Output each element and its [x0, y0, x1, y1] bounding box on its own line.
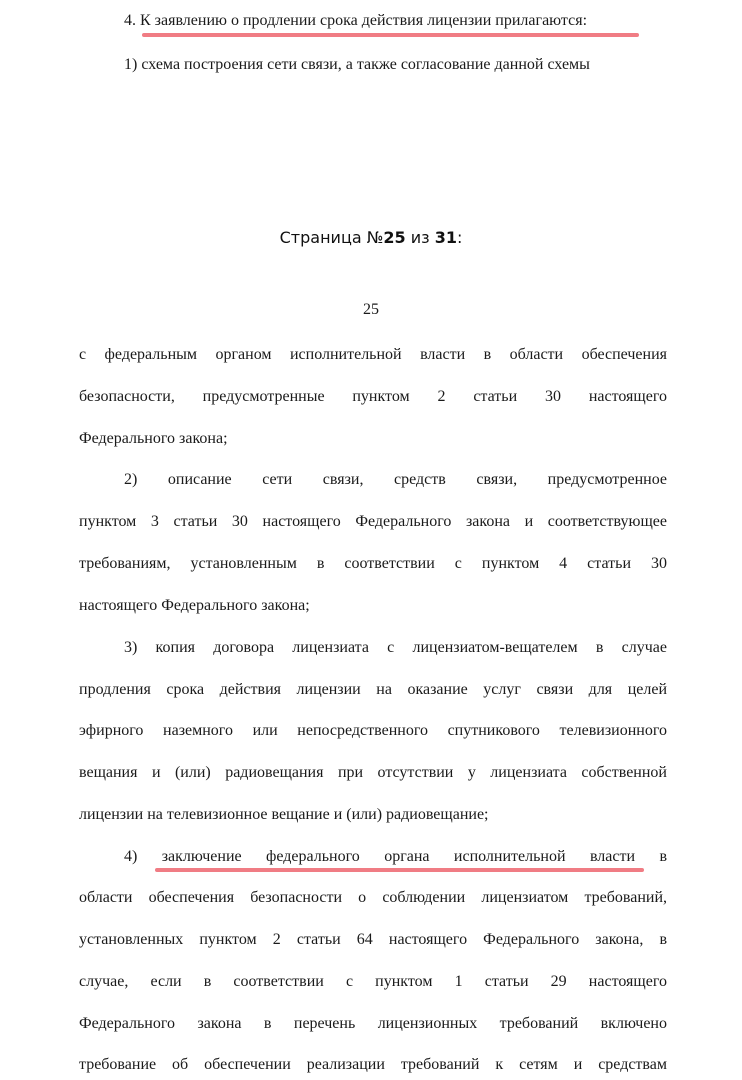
text-line: 2) описание сети связи, средств связи, предусмотренное [124, 471, 667, 488]
text-line: 3) копия договора лицензиата с лицензиатом-вещателем в случае [124, 639, 667, 656]
page-marker-suffix: : [456, 228, 463, 247]
text-line: Федерального закона в перечень лицензионных требований включено [79, 1015, 667, 1032]
page-number: 25 [363, 301, 379, 318]
text-line: требование об обеспечении реализации требований к сетям и средствам [79, 1056, 667, 1073]
section-heading: 4. К заявлению о продлении срока действия лицензии прилагаются: [124, 12, 588, 29]
text-line: вещания и (или) радиовещания при отсутствии у лицензиата собственной [79, 764, 667, 781]
text-line: безопасности, предусмотренные пунктом 2 статьи 30 настоящего [79, 388, 667, 405]
text-line: 4) заключение федерального органа исполнительной власти в [124, 848, 667, 865]
text-line: установленных пунктом 2 статьи 64 настоящего Федерального закона, в [79, 931, 667, 948]
text-line: настоящего Федерального закона; [79, 597, 310, 614]
text-line: продления срока действия лицензии на оказание услуг связи для целей [79, 681, 667, 698]
text-line: требованиям, установленным в соответствии с пунктом 4 статьи 30 [79, 555, 667, 572]
page-marker-total: 31 [434, 228, 457, 247]
text-line: области обеспечения безопасности о соблюдении лицензиатом требований, [79, 889, 667, 906]
item-1-start: 1) схема построения сети связи, а также согласование данной схемы [124, 56, 590, 73]
text-line: Федерального закона; [79, 430, 228, 447]
page-marker-prefix: Страница № [279, 228, 384, 247]
text-line: случае, если в соответствии с пунктом 1 статьи 29 настоящего [79, 973, 667, 990]
text-line: лицензии на телевизионное вещание и (или) радиовещание; [79, 806, 489, 823]
text-line: пунктом 3 статьи 30 настоящего Федерального закона и соответствующее [79, 513, 667, 530]
text-line: с федеральным органом исполнительной власти в области обеспечения [79, 346, 667, 363]
page-marker [0, 228, 742, 248]
page-marker-current: 25 [383, 228, 406, 247]
page-marker-middle: из [405, 228, 435, 247]
text-line: эфирного наземного или непосредственного спутникового телевизионного [79, 722, 667, 739]
item-4-highlight-underline [155, 868, 644, 872]
heading-highlight-underline [142, 33, 639, 37]
